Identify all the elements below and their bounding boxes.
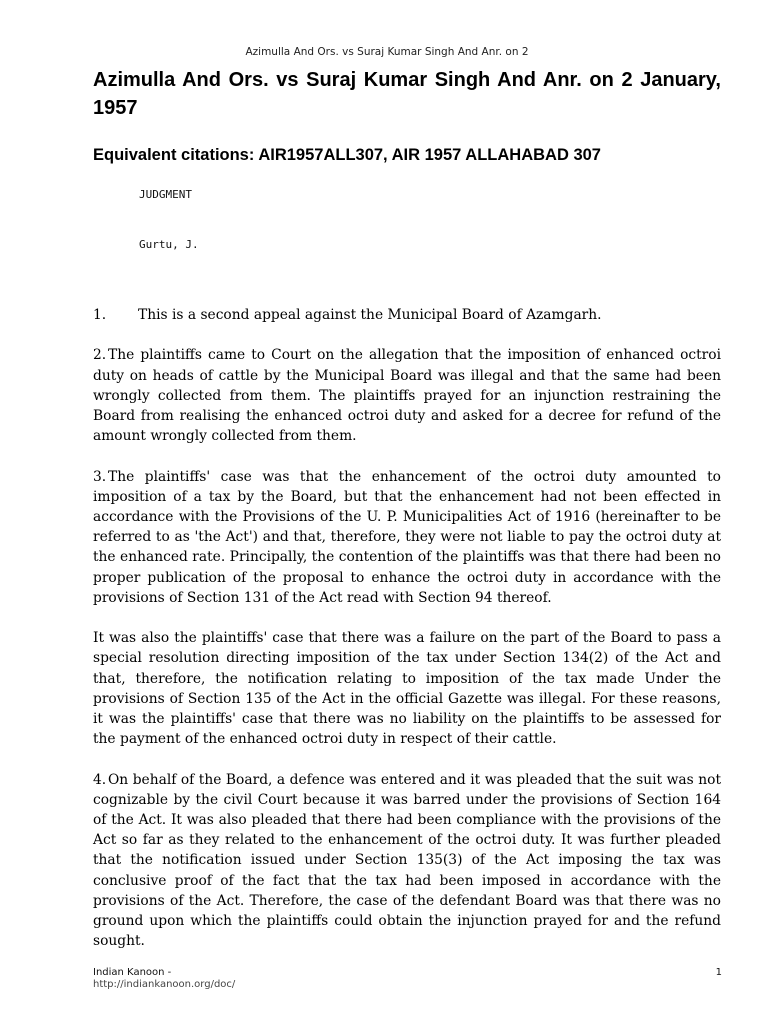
paragraph-number: 3.: [93, 468, 107, 485]
paragraph-text: This is a second appeal against the Municipal Board of Azamgarh.: [138, 307, 602, 323]
paragraph-1: [93, 305, 721, 325]
paragraph-number: 2.: [93, 347, 107, 364]
paragraph-number: 1.: [93, 307, 107, 323]
paragraph-number: 4.: [93, 771, 107, 788]
paragraph-3: [93, 467, 721, 608]
paragraph-3-continued: [93, 628, 721, 749]
running-header: Azimulla And Ors. vs Suraj Kumar Singh And Anr. on 2: [245, 46, 529, 58]
footer-source-label: Indian Kanoon -: [93, 967, 172, 978]
judgment-label: JUDGMENT: [139, 188, 192, 201]
paragraph-text: The plaintiffs came to Court on the allegation that the imposition of enhanced octroi duty on heads of cattle by the Municipal Board was illegal and that the same had been wrongly collected from them. The plaintiffs prayed for an injunction restraining the Board from realising the enhanced octroi duty and asked for a decree for refund of the amount wrongly collected from them.: [93, 347, 721, 445]
paragraph-text: The plaintiffs' case was that the enhancement of the octroi duty amounted to imposition of a tax by the Board, but that the enhancement had not been effected in accordance with the Provisions of the U. P. Municipalities Act of 1916 (hereinafter to be referred to as 'the Act') and that, therefore, they were not liable to pay the octroi duty at the enhanced rate. Principally, the contention of the plaintiffs was that there had been no proper publication of the proposal to enhance the octroi duty in accordance with the provisions of Section 131 of the Act read with Section 94 thereof.: [93, 468, 721, 606]
paragraph-4: [93, 770, 721, 952]
judge-name: Gurtu, J.: [139, 238, 199, 251]
judgment-body: [93, 305, 721, 972]
paragraph-text: It was also the plaintiffs' case that there was a failure on the part of the Board to pass a special resolution directing imposition of the tax under Section 134(2) of the Act and that, therefore, the notification relating to imposition of the tax made Under the provisions of Section 135 of the Act in the official Gazette was illegal. For these reasons, it was the plaintiffs' case that there was no liability on the plaintiffs to be assessed for the payment of the enhanced octroi duty in respect of their cattle.: [93, 630, 721, 748]
equivalent-citations: Equivalent citations: AIR1957ALL307, AIR 1957 ALLAHABAD 307: [93, 146, 601, 164]
paragraph-text: On behalf of the Board, a defence was entered and it was pleaded that the suit was not cognizable by the civil Court because it was barred under the provisions of Section 164 of the Act. It was also pleaded that there had been compliance with the provisions of the Act so far as they related to the enhancement of the octroi duty. It was further pleaded that the notification issued under Section 135(3) of the Act imposing the tax was conclusive proof of the fact that the tax had been imposed in accordance with the provisions of the Act. Therefore, the case of the defendant Board was that there was no ground upon which the plaintiffs could obtain the injunction prayed for and the refund sought.: [93, 771, 721, 950]
page-number: 1: [715, 967, 722, 978]
footer-source: [93, 967, 333, 990]
document-title: Azimulla And Ors. vs Suraj Kumar Singh And Anr. on 2 January, 1957: [93, 69, 721, 119]
footer-source-link[interactable]: http://indiankanoon.org/doc/: [93, 979, 236, 990]
paragraph-2: [93, 345, 721, 446]
